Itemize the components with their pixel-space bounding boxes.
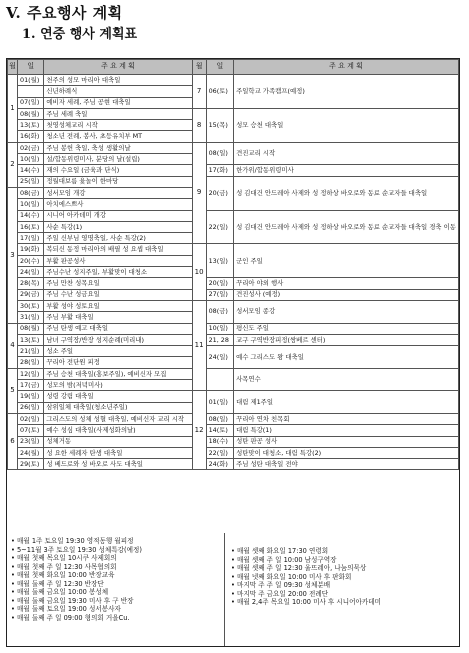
event-cell: 성 김대건 안드레아 사제와 성 정하상 바오로와 동료 순교자들 대축일: [234, 176, 459, 210]
date-cell: 08(일): [206, 142, 233, 165]
note-line: • 매월 셋째 주 일 12:30 울뜨레아, 나눔의묵상: [231, 564, 367, 572]
month-cell: 2: [8, 142, 18, 187]
date-cell: 16(화): [18, 131, 44, 142]
table-row: [8, 108, 459, 119]
note-line: • 매월 둘째 주 일 12:30 반장단: [11, 579, 104, 588]
event-cell: 주님 승천 대축일(홍보주일), 예비신자 모집: [44, 368, 192, 379]
event-cell: 시니어 아카데미 개강: [44, 210, 192, 221]
date-cell: 26(일): [18, 402, 44, 413]
event-cell: 성령 강림 대축일: [44, 391, 192, 402]
date-cell: 06(토): [206, 75, 233, 109]
date-cell: 18(수): [206, 436, 233, 447]
date-cell: 02(일): [18, 413, 44, 424]
event-cell: 성탄 판공 성사: [234, 436, 459, 447]
table-row: [8, 289, 459, 300]
note-line: • 매월 2,4주 목요일 10:00 미사 후 시니어아카데미: [231, 598, 381, 606]
date-cell: 13(일): [206, 244, 233, 278]
event-cell: 주님 부활 대축일: [44, 312, 192, 323]
note-line: • 매월 넷째 화요일 10:00 미사 후 판화회: [231, 572, 352, 581]
event-cell: 주님 성탄 대축일 전야: [234, 459, 459, 470]
event-cell: 대림 특강(1): [234, 425, 459, 436]
date-cell: 23(일): [18, 436, 44, 447]
date-cell: 02(금): [18, 142, 44, 153]
table-row: [8, 210, 459, 221]
table-row: [8, 368, 459, 379]
event-cell: 성모의 밤(저녁미사): [44, 380, 192, 391]
month-cell: 6: [8, 413, 18, 469]
event-cell: 첫영성체교리 시작: [44, 120, 192, 131]
event-cell: 부활 판공성사: [44, 255, 192, 266]
date-cell: 24(일): [206, 346, 233, 369]
event-cell: 군인 주일: [234, 244, 459, 278]
table-row: [8, 459, 459, 470]
month-cell: 9: [192, 142, 206, 244]
table-row: [8, 142, 459, 153]
date-cell: 08(월): [18, 108, 44, 119]
note-line: • 마지막 주 주 일 09:30 성체분배: [231, 581, 331, 589]
event-cell: 성체거동: [44, 436, 192, 447]
date-cell: 25(일): [18, 176, 44, 187]
date-cell: 20(금): [206, 176, 233, 210]
month-cell: 1: [8, 75, 18, 143]
date-cell: 10(일): [206, 323, 233, 334]
date-cell: 21(일): [18, 346, 44, 357]
note-line: • 마지막 주 금요일 20:00 전례단: [231, 589, 329, 598]
month-cell: 8: [192, 108, 206, 142]
event-cell: 견진교리 시작: [234, 142, 459, 165]
month-cell: 10: [192, 244, 206, 300]
table-row: [8, 176, 459, 187]
event-cell: 천주의 성모 마리아 대축일: [44, 75, 192, 86]
date-cell: 16(토): [18, 221, 44, 232]
event-cell: 재의 수요일 (금육과 단식): [44, 165, 192, 176]
event-cell: 평신도 주일: [234, 323, 459, 334]
month-cell: 4: [8, 323, 18, 368]
event-cell: 주일 신부님 영명축일, 사순 특강(2): [44, 233, 192, 244]
event-cell: 견진성사 (예정): [234, 289, 459, 300]
date-cell: 28(일): [18, 357, 44, 368]
event-cell: 성 베드로와 성 바오로 사도 대축일: [44, 459, 192, 470]
event-cell: 사목연수: [234, 368, 459, 391]
event-cell: 성 요한 세례자 탄생 대축일: [44, 447, 192, 458]
event-cell: 성 김대건 안드레아 사제와 성 정하상 바오로와 동료 순교자들 대축일 경축 이동: [234, 210, 459, 244]
notes-right-column: [231, 547, 381, 607]
table-row: [8, 391, 459, 402]
note-line: • 매월 둘째 금요일 10:00 봉성체: [11, 588, 109, 596]
note-line: • 매월 둘째 토요일 19:00 성서봉사자: [11, 605, 121, 613]
header-month-right: 월: [192, 60, 206, 75]
date-cell: 22(일): [206, 210, 233, 244]
annual-event-table: [7, 59, 459, 470]
table-row: [8, 75, 459, 86]
note-line: • 매월 둘째 금요일 19:30 미사 후 구 반장: [11, 596, 134, 605]
event-cell: 성모 승천 대축일: [234, 108, 459, 142]
month-cell: 11: [192, 300, 206, 390]
event-cell: 꾸리아 전단원 피정: [44, 357, 192, 368]
event-cell: 그리스도의 성체 성혈 대축일, 예비신자 교리 시작: [44, 413, 192, 424]
date-cell: 19(일): [18, 391, 44, 402]
notes-divider: [224, 533, 225, 646]
table-row: [8, 334, 459, 345]
note-line: • 매월 1주 토요일 19:30 영적동행 월피정: [11, 537, 134, 545]
event-cell: 정월대보름 윷놀이 한마당: [44, 176, 192, 187]
date-cell: 17(화): [206, 165, 233, 176]
header-plan-right: 주 요 계 획: [234, 60, 459, 75]
month-cell: 7: [192, 75, 206, 109]
date-cell: 31(일): [18, 312, 44, 323]
event-cell: 꾸리아 연차 친목회: [234, 413, 459, 424]
date-cell: 21, 28: [206, 334, 233, 345]
date-cell: 08(금): [206, 300, 233, 323]
note-line: • 5~11월 3주 토요일 19:30 성체특강(예정): [11, 545, 142, 554]
date-cell: 29(금): [18, 289, 44, 300]
date-cell: 14(수): [18, 210, 44, 221]
date-cell: 19(화): [18, 244, 44, 255]
event-cell: 주님 탄생 예고 대축일: [44, 323, 192, 334]
event-cell: 남녀 구역장/반장 성지순례(미리내): [44, 334, 192, 345]
table-row: [8, 300, 459, 311]
date-cell: 08(월): [18, 323, 44, 334]
table-row: [8, 346, 459, 357]
table-row: [8, 165, 459, 176]
date-cell: 24(월): [18, 447, 44, 458]
event-cell: 주님 만찬 성목요일: [44, 278, 192, 289]
table-row: [8, 323, 459, 334]
event-cell: 삼위일체 대축일(청소년주일): [44, 402, 192, 413]
date-cell: 17(금): [18, 380, 44, 391]
date-cell: 08(일): [206, 413, 233, 424]
date-cell: 20(수): [18, 255, 44, 266]
date-cell: 13(토): [18, 120, 44, 131]
note-line: • 매월 첫째 목요일 10시쿠 사제회의: [11, 554, 117, 562]
event-cell: 성서모임 종강: [234, 300, 459, 323]
monthly-notes: [7, 533, 459, 646]
event-cell: 대림 제1주일: [234, 391, 459, 414]
date-cell: 28(목): [18, 278, 44, 289]
date-cell: 29(토): [18, 459, 44, 470]
event-cell: 주일학교 가족캠프(예정): [234, 75, 459, 109]
date-cell: 27(일): [206, 289, 233, 300]
date-cell: 10(일): [18, 199, 44, 210]
event-cell: 신년하례식: [44, 86, 192, 97]
event-cell: 한가위/합동위령미사: [234, 165, 459, 176]
table-header-row: [8, 60, 459, 75]
table-row: [8, 425, 459, 436]
section-subtitle: 1. 연중 행사 계획표: [22, 27, 138, 42]
event-cell: 부활 성야 성토요일: [44, 300, 192, 311]
table-row: [8, 413, 459, 424]
event-cell: 주님 수난 성금요일: [44, 289, 192, 300]
table-row: [8, 278, 459, 289]
date-cell: 01(월): [18, 75, 44, 86]
event-cell: 설/합동위령미사, 분당의 날(설립): [44, 154, 192, 165]
date-cell: 22(일): [206, 447, 233, 458]
header-day-right: 일: [206, 60, 233, 75]
note-line: • 매월 첫째 화요일 10:00 반장교육: [11, 571, 115, 579]
header-plan-left: 주 요 계 획: [44, 60, 192, 75]
date-cell: 17(일): [18, 233, 44, 244]
date-cell: 13(토): [18, 334, 44, 345]
event-cell: 사순 특강(1): [44, 221, 192, 232]
date-cell: 14(토): [206, 425, 233, 436]
date-cell: 01(일): [206, 391, 233, 414]
date-cell: 14(수): [18, 165, 44, 176]
event-cell: 성서모임 개강: [44, 187, 192, 198]
event-cell: 꾸리아 야외 행사: [234, 278, 459, 289]
month-cell: 12: [192, 391, 206, 470]
date-cell: 07(일): [18, 97, 44, 108]
date-cell: 07(토): [18, 425, 44, 436]
event-cell: 청소년 전례, 봉사, 초등유치부 MT: [44, 131, 192, 142]
event-cell: 성탄맞이 대청소, 대림 특강(2): [234, 447, 459, 458]
note-line: • 매월 첫째 주 일 12:30 사목협의회: [11, 562, 117, 571]
month-cell: 3: [8, 187, 18, 323]
date-cell: 24(일): [18, 267, 44, 278]
annual-plan-frame: [6, 58, 460, 647]
table-row: [8, 244, 459, 255]
date-cell: 20(일): [206, 278, 233, 289]
event-cell: 주님수난 성지주일, 부활맞이 대청소: [44, 267, 192, 278]
event-cell: 주님 세례 축일: [44, 108, 192, 119]
notes-left-column: [11, 537, 142, 622]
date-cell: [206, 368, 233, 391]
date-cell: 30(토): [18, 300, 44, 311]
event-cell: 아치에스쁘사: [44, 199, 192, 210]
note-line: • 매월 셋째 화요일 17:30 연령회: [231, 547, 329, 555]
header-day-left: 일: [18, 60, 44, 75]
date-cell: 08(금): [18, 187, 44, 198]
date-cell: 12(일): [18, 368, 44, 379]
event-cell: 성소 주일: [44, 346, 192, 357]
table-row: [8, 436, 459, 447]
date-cell: 24(화): [206, 459, 233, 470]
month-cell: 5: [8, 368, 18, 413]
table-row: [8, 447, 459, 458]
note-line: • 매월 둘째 주 일 09:00 형의회 거을Cu.: [11, 613, 130, 622]
date-cell: 15(목): [206, 108, 233, 142]
date-cell: 10(일): [18, 154, 44, 165]
event-cell: 예비자 세례, 주님 공현 대축일: [44, 97, 192, 108]
section-title: V. 주요행사 계획: [6, 4, 123, 22]
header-month-left: 월: [8, 60, 18, 75]
note-line: • 매월 셋째 주 일 10:00 남성구역장: [231, 555, 337, 564]
event-cell: 예수 그리스도 왕 대축일: [234, 346, 459, 369]
date-cell: [18, 86, 44, 97]
event-cell: 주님 봉헌 축일, 축성 생활의날: [44, 142, 192, 153]
event-cell: 교구 구역반장피정(쌍베르 센터): [234, 334, 459, 345]
event-cell: 예수 성심 대축일(사제성화의날): [44, 425, 192, 436]
event-cell: 복되신 동정 마리아의 배필 성 요셉 대축일: [44, 244, 192, 255]
